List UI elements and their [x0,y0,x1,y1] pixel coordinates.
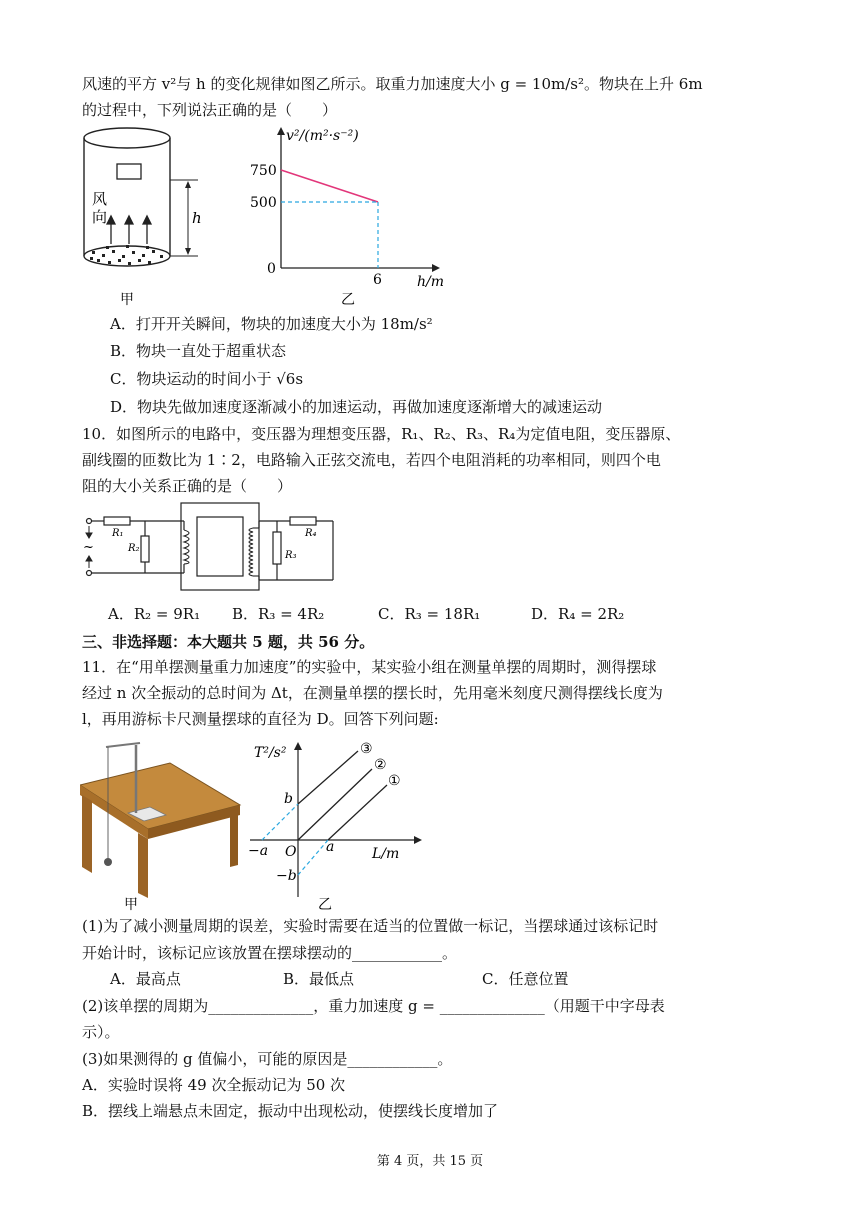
q10-stem-line-2: 副线圈的匝数比为 1∶2，电路输入正弦交流电，若四个电阻消耗的功率相同，则四个电 [82,451,661,469]
tick-6: 6 [373,272,382,288]
line-3-label: ③ [360,741,373,757]
r1-label: R₁ [112,528,124,539]
q11-p3-option-b: B．摆线上端悬点未固定，振动中出现松动，使摆线长度增加了 [82,1102,499,1120]
q11-p1-line-2: 开始计时，该标记应该放置在摆球摆动的____________。 [82,944,458,962]
q11-stem-line-1: 11．在“用单摆测量重力加速度”的实验中，某实验小组在测量单摆的周期时，测得摆球 [82,658,657,676]
q9-option-d: D．物块先做加速度逐渐减小的加速运动，再做加速度逐渐增大的减速运动 [110,398,603,416]
q9-stem-line-2: 的过程中，下列说法正确的是（ ） [82,101,338,119]
q9-option-b: B．物块一直处于超重状态 [110,342,287,360]
y-axis-label: v²/(m²·s⁻²) [286,128,359,144]
q11-fig-yi-caption: 乙 [318,897,332,913]
q11-stem-line-3: l，再用游标卡尺测量摆球的直径为 D。回答下列问题: [82,710,439,728]
q11-y-axis-label: T²/s² [254,745,287,761]
line-1-extension [298,840,328,875]
tick-750: 750 [250,163,277,179]
q11-figure-jia [80,733,250,913]
q10-option-c: C．R₃ = 18R₁ [378,605,481,623]
section-3-heading: 三、非选择题：本大题共 5 题，共 56 分。 [82,633,375,651]
tick-b: b [284,791,293,807]
v2-line [281,170,378,202]
page-footer: 第 4 页，共 15 页 [376,1154,484,1169]
tick-neg-b: −b [276,868,297,884]
q11-figure-yi [242,737,432,913]
q10-option-a: A．R₂ = 9R₁ [108,605,201,623]
r3-label: R₃ [285,550,297,561]
q9-stem-line-1: 风速的平方 v²与 h 的变化规律如图乙所示。取重力加速度大小 g = 10m/s²。物块在上升 6m [82,75,703,93]
source-symbol: ~ [83,540,94,555]
q11-p3-option-a: A．实验时误将 49 次全振动记为 50 次 [82,1076,346,1094]
q11-p2-line-2: 示）。 [82,1023,120,1041]
q11-p1-option-c: C．任意位置 [482,970,569,988]
line-2 [298,769,372,840]
line-3-extension [262,804,298,840]
q11-stem-line-2: 经过 n 次全振动的总时间为 Δt，在测量单摆的摆长时，先用毫米刻度尺测得摆线长度为 [82,684,663,702]
q9-figure-jia [80,124,220,309]
origin-label: O [285,844,297,860]
q11-p1-line-1: (1)为了减小测量周期的误差，实验时需要在适当的位置做一标记，当摆球通过该标记时 [82,917,659,935]
q10-option-d: D．R₄ = 2R₂ [531,605,625,623]
tick-a: a [326,839,335,855]
q9-option-a: A．打开开关瞬间，物块的加速度大小为 18m/s² [110,315,433,333]
line-1 [328,785,387,840]
wind-label-2: 向 [92,208,108,226]
q10-stem-line-1: 10．如图所示的电路中，变压器为理想变压器，R₁、R₂、R₃、R₄为定值电阻，变压器原、 [82,425,681,443]
r2-label: R₂ [128,543,140,554]
q10-circuit [80,500,350,595]
q11-p1-option-a: A．最高点 [110,970,181,988]
wind-label-1: 风 [92,190,108,208]
fig-jia-caption: 甲 [120,292,134,308]
x-axis-label: h/m [417,274,445,290]
q11-x-axis-label: L/m [372,846,400,862]
tick-500: 500 [250,195,277,211]
line-3 [298,751,358,804]
fig-yi-caption: 乙 [341,292,355,308]
q11-fig-jia-caption: 甲 [124,897,138,913]
tick-neg-a: −a [248,843,269,859]
line-1-label: ① [388,773,401,789]
q11-p3-line-1: (3)如果测得的 g 值偏小，可能的原因是____________。 [82,1050,453,1068]
r4-label: R₄ [305,528,317,539]
q9-figure-yi [240,124,460,309]
line-2-label: ② [374,757,387,773]
tick-0: 0 [267,261,276,277]
q10-stem-line-3: 阻的大小关系正确的是（ ） [82,477,293,495]
q10-option-b: B．R₃ = 4R₂ [232,605,325,623]
q9-option-c: C．物块运动的时间小于 √6s [110,370,304,388]
q11-p2-line-1: (2)该单摆的周期为______________，重力加速度 g = ______________（用题干中字母表 [82,997,665,1015]
h-label: h [192,209,202,227]
q11-p1-option-b: B．最低点 [283,970,355,988]
